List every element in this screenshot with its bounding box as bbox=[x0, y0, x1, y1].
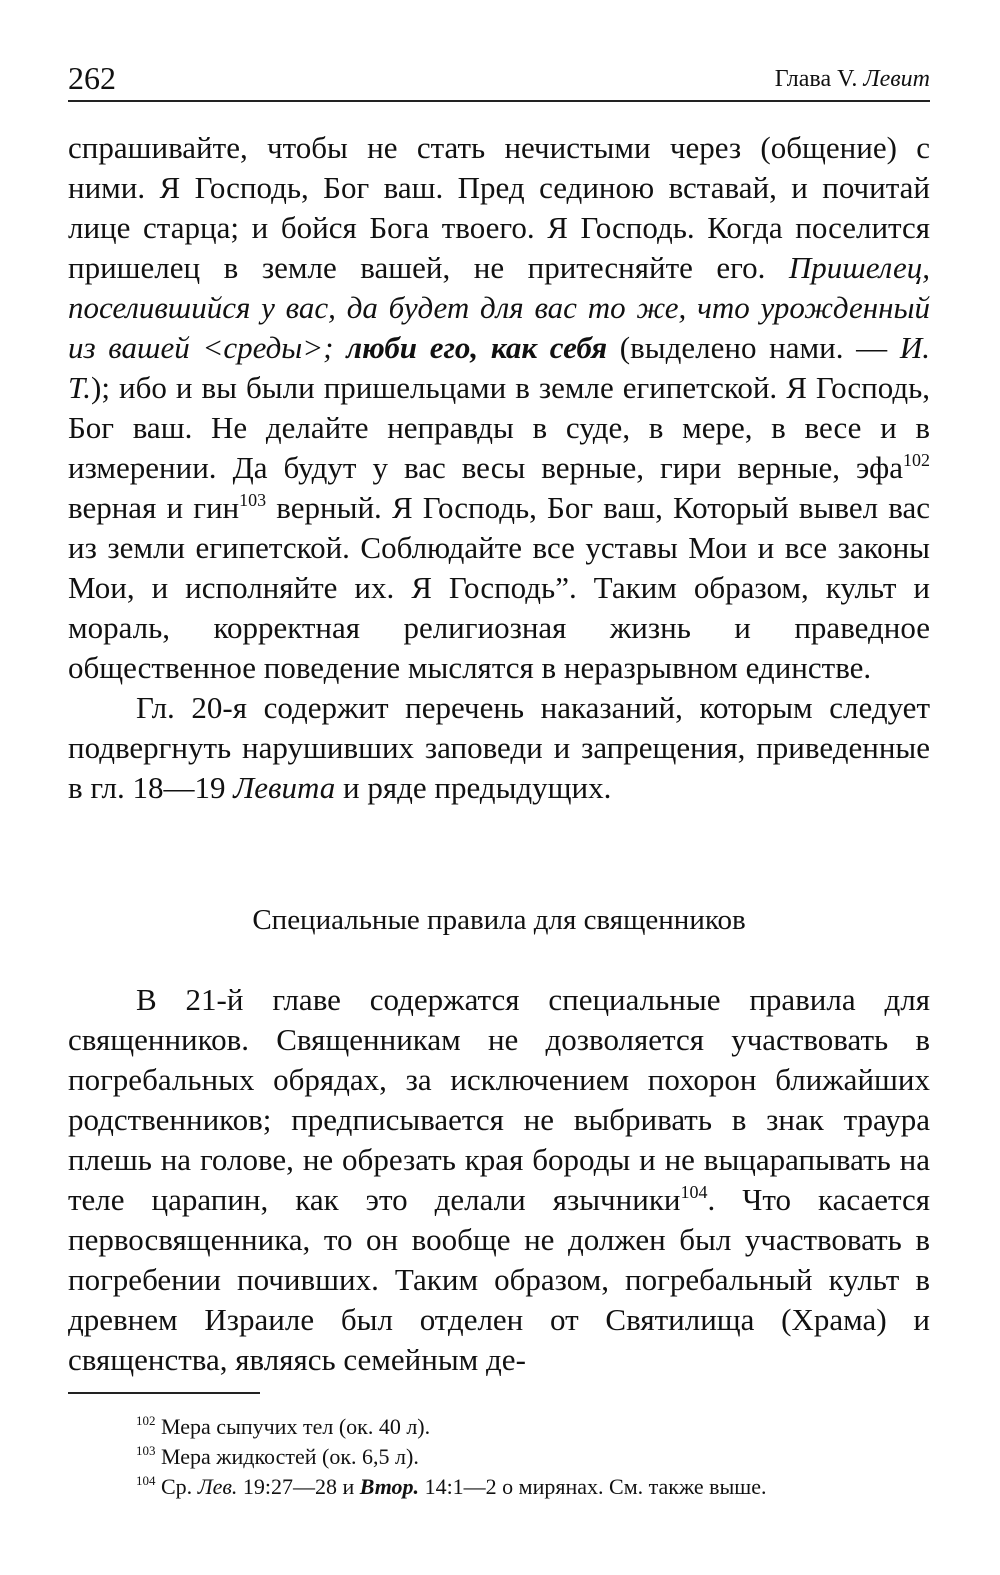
footnote-italic: Лев. bbox=[197, 1474, 238, 1499]
footnote-number: 102 bbox=[136, 1413, 156, 1428]
footnote-102 bbox=[136, 1412, 930, 1442]
text-run: ); ибо и вы были пришельцами в земле египетской. Я Господь, Бог ваш. Не делайте неправды в суде, в мере, в весе и в измерении. Да будут у вас весы верные, гири верные, эфа bbox=[68, 370, 930, 485]
footnote-number: 103 bbox=[136, 1443, 156, 1458]
footnote-rule bbox=[68, 1392, 260, 1394]
footnote-number: 104 bbox=[136, 1473, 156, 1488]
running-head-chapter: Глава V. bbox=[774, 66, 864, 92]
italic-book-name: Левита bbox=[233, 770, 336, 805]
footnotes bbox=[136, 1412, 930, 1502]
footnote-text: Мера жидкостей (ок. 6,5 л). bbox=[155, 1444, 419, 1469]
text-run: верный. Я Господь, Бог ваш, Который вывел вас из земли египетской. Соблюдайте все уставы Мои и все законы Мои, и исполняйте их. Я Господь”. Таким образом, культ и мораль, корректная религиозная жизнь и праведное общественное поведение мыслятся в неразрывном единстве. bbox=[68, 490, 930, 685]
section-title: Специальные правила для священников bbox=[252, 904, 746, 936]
text-run: спрашивайте, чтобы не стать нечистыми через (общение) с ними. Я Господь, Бог ваш. Пред сединою вставай, и почитай лице старца; и бойся Бога твоего. Я Господь. Когда поселится пришелец в земле вашей, не притесняйте его. bbox=[68, 130, 930, 285]
footnote-103 bbox=[136, 1442, 930, 1472]
page-header bbox=[68, 52, 930, 102]
footnote-text: 14:1—2 о мирянах. См. также выше. bbox=[419, 1474, 767, 1499]
bold-italic-emphasis: люби его, как себя bbox=[346, 330, 608, 365]
paragraph-3 bbox=[68, 980, 930, 1380]
footnote-bold-italic: Втор. bbox=[359, 1474, 420, 1499]
italic-quote: Пришелец, поселившийся у вас, да будет для вас то же, что урожденный из вашей <среды>; bbox=[68, 250, 930, 365]
footnote-ref-104[interactable]: 104 bbox=[680, 1182, 708, 1202]
footnote-text: Мера сыпучих тел (ок. 40 л). bbox=[155, 1414, 431, 1439]
footnote-ref-103[interactable]: 103 bbox=[239, 490, 267, 510]
body-text-top bbox=[68, 128, 930, 808]
text-run: верная и гин bbox=[68, 490, 240, 525]
page-number: 262 bbox=[68, 60, 116, 96]
author-initials: И. Т. bbox=[68, 330, 930, 405]
footnote-text: Ср. bbox=[155, 1474, 198, 1499]
text-run: Гл. 20-я содержит перечень наказаний, которым следует подвергнуть нарушивших заповеди и запрещения, приведенные в гл. 18—19 bbox=[68, 690, 930, 805]
text-run: (выделено нами. — bbox=[607, 330, 900, 365]
running-head bbox=[775, 66, 930, 93]
text-run: . Что касается первосвященника, то он вообще не должен был участвовать в погребении почивших. Таким образом, погребальный культ в древнем Израиле был отделен от Святилища (Храма) и священства, являясь семейным де- bbox=[68, 1182, 930, 1377]
footnote-text: 19:27—28 и bbox=[237, 1474, 360, 1499]
paragraph-1 bbox=[68, 128, 930, 688]
body-text-bottom bbox=[68, 980, 930, 1380]
footnote-104 bbox=[136, 1472, 930, 1502]
text-run: В 21-й главе содержатся специальные правила для священников. Священникам не дозволяется участвовать в погребальных обрядах, за исключением похорон ближайших родственников; предписывается не выбривать в знак траура плешь на голове, не обрезать края бороды и не выцарапывать на теле царапин, как это делали язычники bbox=[68, 982, 930, 1217]
text-run: и ряде предыдущих. bbox=[335, 770, 612, 805]
running-head-book: Левит bbox=[863, 66, 930, 92]
footnote-ref-102[interactable]: 102 bbox=[903, 450, 930, 470]
paragraph-2 bbox=[68, 688, 930, 808]
